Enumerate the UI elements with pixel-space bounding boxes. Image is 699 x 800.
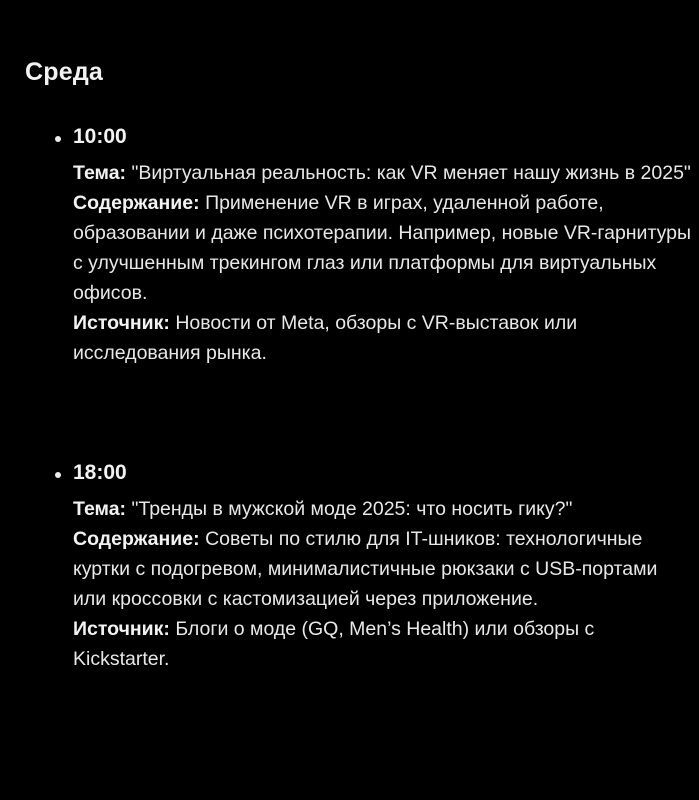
- source-row: [73, 614, 693, 674]
- topic-text: "Виртуальная реальность: как VR меняет нашу жизнь в 2025": [131, 162, 691, 184]
- source-text: Блоги о моде (GQ, Men’s Health) или обзоры с Kickstarter.: [73, 618, 595, 670]
- topic-row: [73, 158, 693, 188]
- topic-row: [73, 494, 693, 524]
- schedule-time: 10:00: [73, 125, 127, 148]
- schedule-details: [73, 494, 693, 674]
- content-text: Применение VR в играх, удаленной работе, образовании и даже психотерапии. Например, новые VR-гарнитуры с улучшенным трекингом глаз или платформы для виртуальных офисов.: [73, 192, 691, 304]
- content-text: Советы по стилю для IT-шников: технологичные куртки с подогревом, минималистичные рюкзаки с USB-портами или кроссовки с кастомизацией через приложение.: [73, 528, 658, 610]
- source-label: Источник:: [73, 618, 170, 640]
- topic-label: Тема:: [73, 498, 127, 520]
- topic-label: Тема:: [73, 162, 127, 184]
- content-row: [73, 188, 693, 308]
- day-heading: Среда: [25, 58, 104, 86]
- source-row: [73, 308, 693, 368]
- schedule-time: 18:00: [73, 461, 127, 484]
- content-row: [73, 524, 693, 614]
- schedule-details: [73, 158, 693, 368]
- source-label: Источник:: [73, 312, 170, 334]
- topic-text: "Тренды в мужской моде 2025: что носить гику?": [131, 498, 573, 520]
- content-label: Содержание:: [73, 528, 200, 550]
- content-label: Содержание:: [73, 192, 200, 214]
- source-text: Новости от Meta, обзоры с VR-выставок или исследования рынка.: [73, 312, 578, 364]
- bullet-icon: [55, 136, 61, 142]
- bullet-icon: [55, 472, 61, 478]
